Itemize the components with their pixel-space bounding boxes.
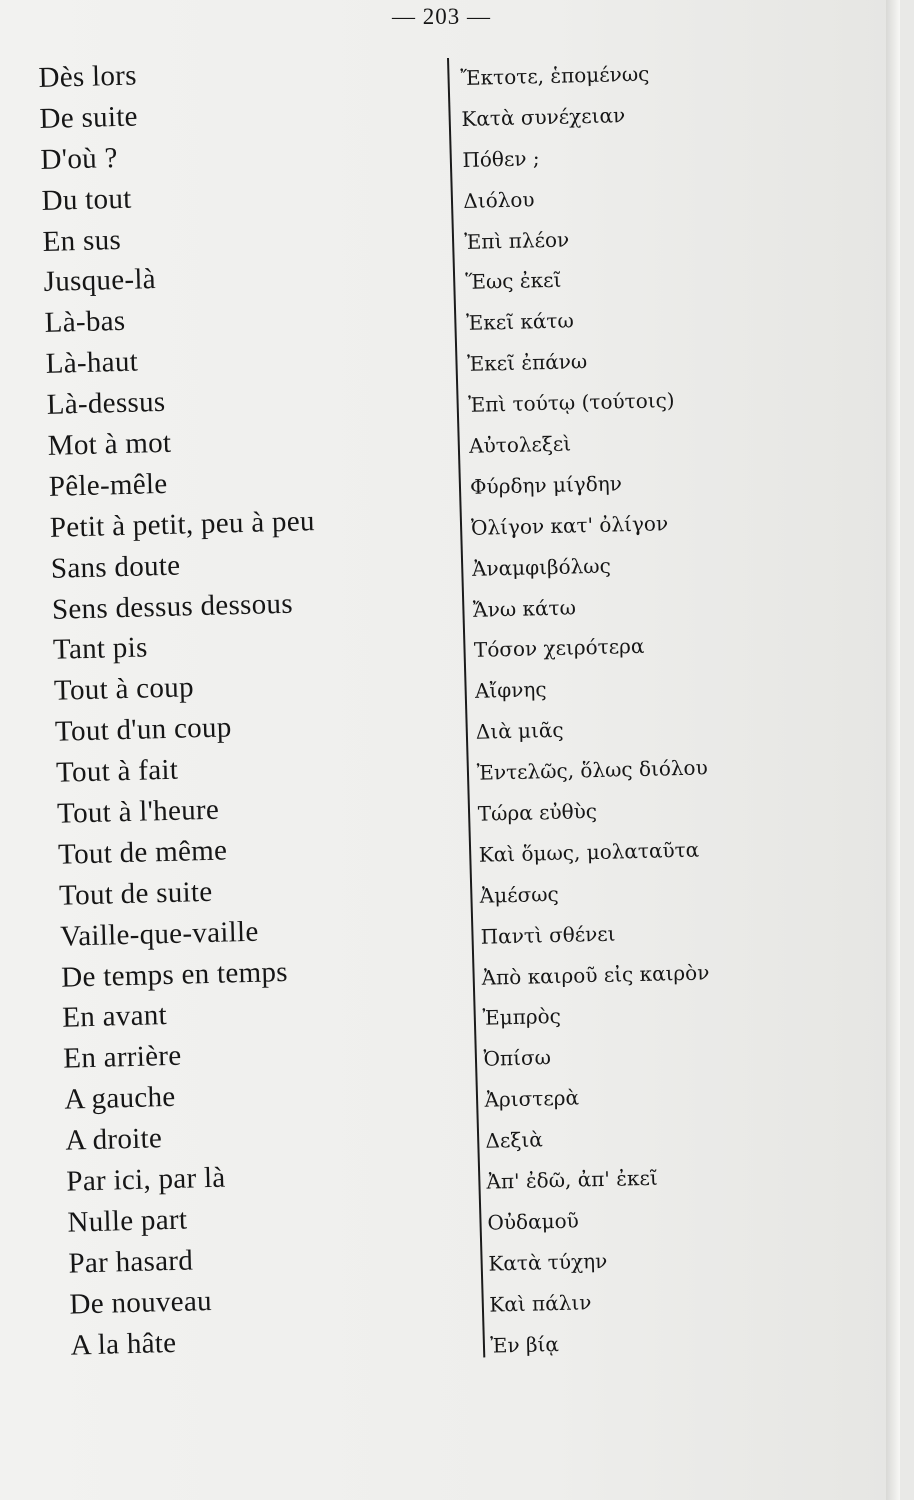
french-phrase: Par hasard: [68, 1244, 194, 1280]
french-phrase: Vaille-que-vaille: [59, 915, 259, 953]
french-phrase: En avant: [61, 999, 168, 1035]
french-phrase: De nouveau: [69, 1284, 213, 1321]
greek-translation: Καὶ ὅμως, μολαταῦτα: [478, 837, 700, 867]
greek-translation: Πόθεν ;: [462, 145, 540, 172]
greek-translation: Διὰ μιᾶς: [475, 717, 564, 745]
greek-translation: Ἔκτοτε, ἑπομένως: [460, 61, 650, 90]
greek-translation: Δεξιὰ: [485, 1127, 543, 1153]
greek-translation: Διόλου: [463, 186, 535, 213]
greek-translation: Ἐκεῖ ἐπάνω: [466, 349, 588, 377]
greek-translation: Ἐμπρὸς: [482, 1004, 562, 1031]
french-phrase: Par ici, par là: [66, 1161, 226, 1198]
greek-translation: Ἀμέσως: [479, 881, 559, 908]
french-phrase-column: [38, 47, 491, 1366]
french-phrase: Là-dessus: [46, 386, 166, 422]
greek-translation: Ἀριστερὰ: [484, 1085, 580, 1112]
page-number: — 203 —: [392, 4, 491, 29]
french-phrase: Pêle-mêle: [48, 467, 168, 503]
french-phrase: A gauche: [63, 1081, 176, 1116]
greek-translation: Καὶ πάλιν: [489, 1289, 592, 1317]
french-phrase: En arrière: [62, 1040, 182, 1076]
french-phrase: Tout à l'heure: [56, 793, 220, 830]
french-phrase: Là-haut: [45, 345, 139, 381]
greek-translation: Ὀλίγον κατ' ὀλίγον: [470, 511, 669, 540]
french-phrase: A droite: [65, 1122, 163, 1157]
french-phrase: Nulle part: [67, 1203, 188, 1239]
french-phrase: Jusque-là: [43, 263, 157, 299]
greek-translation: Ἄνω κάτω: [472, 595, 577, 622]
greek-translation: Παντὶ σθένει: [480, 921, 616, 949]
french-phrase: De suite: [39, 100, 139, 135]
greek-translation: Ἐν βίᾳ: [490, 1331, 560, 1358]
french-phrase: A la hâte: [70, 1326, 177, 1362]
greek-translation: Ἐντελῶς, ὅλως διόλου: [476, 755, 709, 785]
greek-translation: Αἴφνης: [474, 677, 547, 704]
french-phrase: En sus: [42, 223, 122, 258]
greek-translation: Κατὰ τύχην: [488, 1248, 608, 1276]
french-phrase: Tout de même: [57, 834, 228, 871]
french-phrase: Dès lors: [38, 59, 138, 94]
french-phrase: Mot à mot: [47, 426, 172, 462]
french-phrase: Tout à coup: [53, 671, 195, 708]
greek-translation: Φύρδην μίγδην: [469, 471, 623, 499]
french-phrase: Tout à fait: [55, 753, 179, 789]
french-phrase: Petit à petit, peu à peu: [49, 504, 316, 544]
greek-translation: Ἐπὶ πλέον: [464, 227, 570, 254]
greek-translation: Ἀπὸ καιροῦ εἰς καιρὸν: [481, 959, 710, 990]
french-phrase: De temps en temps: [60, 955, 289, 994]
greek-translation: Αὐτολεξεὶ: [468, 431, 572, 458]
greek-translation: Κατὰ συνέχειαν: [461, 103, 626, 131]
greek-translation: Οὐδαμοῦ: [487, 1208, 580, 1235]
greek-translation-column: [460, 48, 911, 1366]
french-phrase: Tant pis: [52, 631, 148, 667]
french-phrase: D'où ?: [40, 141, 119, 176]
french-phrase: Sans doute: [50, 549, 181, 585]
greek-translation: Τόσον χειρότερα: [473, 634, 645, 663]
greek-translation: Ἐπὶ τούτῳ (τούτοις): [467, 388, 675, 418]
french-phrase: Là-bas: [44, 305, 126, 340]
greek-translation: Ἀπ' ἐδῶ, ἀπ' ἐκεῖ: [486, 1165, 658, 1194]
french-phrase: Sens dessus dessous: [51, 587, 294, 626]
french-phrase: Du tout: [41, 182, 132, 217]
greek-translation: Ὀπίσω: [483, 1045, 552, 1072]
greek-translation: Ἕως ἐκεῖ: [465, 268, 562, 295]
greek-translation: Ἀναμφιβόλως: [471, 553, 612, 581]
french-phrase: Tout d'un coup: [54, 711, 232, 749]
french-phrase: Tout de suite: [58, 875, 213, 912]
greek-translation: Ἐκεῖ κάτω: [465, 308, 575, 336]
greek-translation: Τώρα εὐθὺς: [477, 799, 598, 826]
